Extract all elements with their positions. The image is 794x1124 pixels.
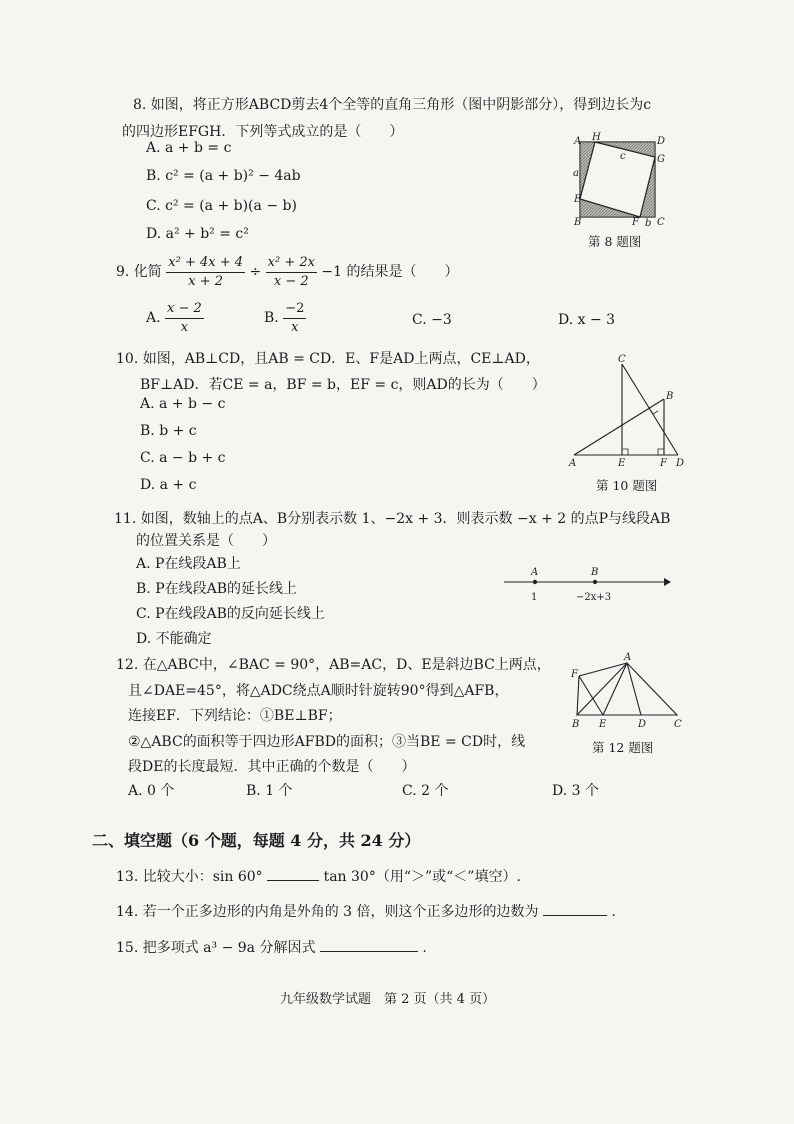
q8-option-c: C. c² = (a + b)(a − b) [146,198,297,214]
q12-stem-line4: ②△ABC的面积等于四边形AFBD的面积；③当BE = CD时，线 [128,734,526,750]
q12-label-d: D [638,719,647,730]
q11-stem-line1: 11. 如图，数轴上的点A、B分别表示数 1、−2x + 3．则表示数 −x + 2 的点P与线段AB [114,511,671,527]
q10-label-b: B [666,391,674,402]
q8-option-a: A. a + b = c [146,140,232,156]
q8-label-h: H [592,132,601,143]
q8-stem-line1: 8. 如图，将正方形ABCD剪去4个全等的直角三角形（图中阴影部分），得到边长为c [133,97,652,113]
q9-divide-sign: ÷ [249,264,262,280]
q8-stem-line2: 的四边形EFGH．下列等式成立的是（ ） [122,124,404,140]
q11-stem-line2: 的位置关系是（ ） [136,533,276,549]
q14-text: 14. 若一个正多边形的内角是外角的 3 倍，则这个正多边形的边数为 [116,904,539,920]
q13-answer-blank[interactable] [267,866,319,881]
q8-figure [568,132,664,228]
q11-option-c: C. P在线段AB的反向延长线上 [136,606,325,622]
q10-label-f: F [660,458,667,469]
q9-option-b: B. $\frac{-2}{x}$ [264,300,305,335]
q13-prefix: 13. 比较大小：sin 60° [116,869,263,885]
q10-option-c: C. a − b + c [140,450,226,466]
q13-middle: tan 30°（用“＞”或“＜”填空）. [323,869,521,885]
q9-fraction-2: $\frac{\text{x² + 2x}}{x - 2}$ [267,254,315,289]
q9-expression [116,252,459,292]
q11-label-b: B [591,567,599,578]
q10-figure [566,352,690,470]
q12-stem-line1: 12. 在△ABC中，∠BAC = 90°，AB=AC，D、E是斜边BC上两点， [116,657,551,673]
q8-label-b: B [574,217,582,228]
q9-prefix: 9. 化简 [116,264,162,280]
q8-caption: 第 8 题图 [588,234,642,249]
q12-label-a: A [624,652,632,663]
q12-option-c: C. 2 个 [402,783,449,799]
q10-stem-line1: 10. 如图，AB⊥CD，且AB = CD．E、F是AD上两点，CE⊥AD， [116,351,540,367]
q12-label-b: B [572,719,580,730]
q8-option-d: D. a² + b² = c² [146,226,249,242]
q8-label-d: D [657,136,666,147]
q12-figure [566,650,690,732]
q12-option-d: D. 3 个 [552,783,599,799]
q11-option-b: B. P在线段AB的延长线上 [136,581,298,597]
q10-label-e: E [618,458,626,469]
page-footer: 九年级数学试题 第 2 页（共 4 页） [280,992,496,1007]
q11-label-one: 1 [531,592,538,603]
q14-answer-blank[interactable] [543,901,607,916]
q9-option-a: A. $\frac{x - 2}{x}$ [146,300,202,335]
q8-label-e: E [574,194,582,205]
q12-stem-line5: 段DE的长度最短．其中正确的个数是（ ） [128,759,416,775]
q10-option-a: A. a + b − c [140,396,226,412]
q10-option-b: B. b + c [140,423,197,439]
q12-label-f: F [571,669,578,680]
q10-option-d: D. a + c [140,477,197,493]
q11-option-d: D. 不能确定 [136,631,212,647]
q10-label-a: A [569,458,577,469]
q12-stem-line2: 且∠DAE=45°，将△ADC绕点A顺时针旋转90°得到△AFB， [128,683,509,699]
q8-label-g: G [657,154,665,165]
q11-number-line [500,560,672,606]
q11-label-value: −2x+3 [576,592,612,603]
q9-option-c: C. −3 [412,312,452,328]
q8-label-f: F [632,217,639,228]
section-2-title: 二、填空题（6 个题，每题 4 分，共 24 分） [92,831,421,850]
q8-label-c: C [657,217,665,228]
q8-label-side-a: a [573,168,579,179]
q12-caption: 第 12 题图 [592,740,654,755]
q12-stem-line3: 连接EF．下列结论：①BE⊥BF； [128,708,342,724]
q11-option-a: A. P在线段AB上 [136,556,241,572]
q14: 14. 若一个正多边形的内角是外角的 3 倍，则这个正多边形的边数为 . [116,901,616,921]
q10-stem-line2: BF⊥AD．若CE = a，BF = b，EF = c，则AD的长为（ ） [140,377,546,393]
q11-label-a: A [531,567,539,578]
q12-label-e: E [599,719,607,730]
q15: 15. 把多项式 a³ − 9a 分解因式 . [116,937,427,957]
q9-fraction-1: $\frac{\text{x² + 4x + 4}}{x + 2}$ [168,254,243,289]
q12-label-c: C [674,719,682,730]
q9-option-d: D. x − 3 [558,312,616,328]
q8-label-side-b: b [645,218,652,229]
q9-suffix: −1 的结果是（ ） [321,264,459,280]
q12-option-a: A. 0 个 [128,783,175,799]
q13 [116,866,521,886]
q10-label-c: C [618,354,626,365]
q15-answer-blank[interactable] [320,937,418,952]
q12-option-b: B. 1 个 [246,783,293,799]
q10-caption: 第 10 题图 [596,478,658,493]
q8-label-a: A [574,136,582,147]
q15-text: 15. 把多项式 a³ − 9a 分解因式 [116,940,316,956]
q8-option-b: B. c² = (a + b)² − 4ab [146,168,301,184]
q8-label-side-c: c [620,151,626,162]
q10-label-d: D [676,458,685,469]
